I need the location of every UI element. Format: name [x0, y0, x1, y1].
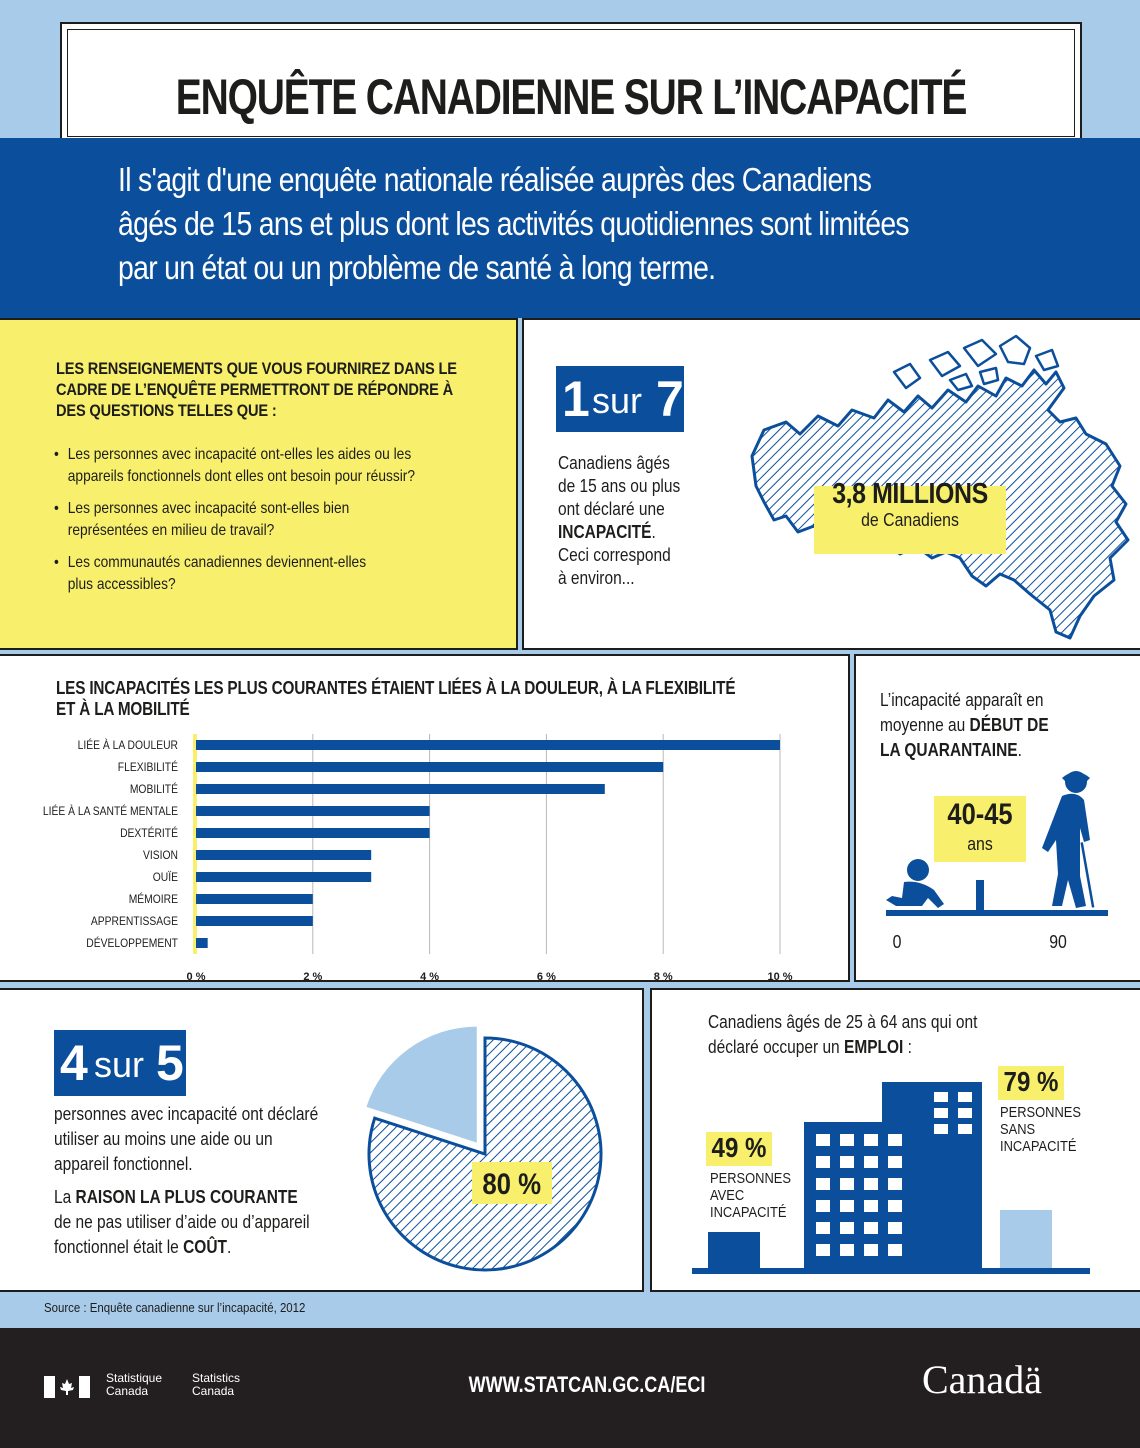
category-label: LIÉE À LA SANTÉ MENTALE: [42, 805, 178, 819]
window: [958, 1108, 972, 1118]
text-line: de 15 ans ou plus: [558, 476, 681, 496]
bar-chart-panel: [0, 654, 850, 982]
aids-panel: [0, 988, 644, 1292]
text-line: à environ...: [558, 568, 635, 588]
window: [840, 1200, 854, 1212]
question-line: appareils fonctionnels dont elles ont besoin pour réussir?: [67, 468, 416, 485]
ground-line: [692, 1268, 1090, 1274]
window: [958, 1092, 972, 1102]
window: [840, 1244, 854, 1256]
window: [816, 1134, 830, 1146]
category-label: LIÉE À LA DOULEUR: [77, 739, 178, 753]
text-line: Ceci correspond: [558, 545, 671, 565]
text-line: de ne pas utiliser d’aide ou d’appareil: [54, 1212, 310, 1232]
caption-line: INCAPACITÉ: [1000, 1138, 1077, 1155]
tick-label: 6 %: [536, 971, 556, 983]
chart-title-line: ET À LA MOBILITÉ: [56, 699, 190, 719]
intro-line-1: Il s'agit d'une enquête nationale réalisée auprès des Canadiens: [118, 161, 872, 198]
intro-line-2: âgés de 15 ans et plus dont les activités quotidiennes sont limitées: [118, 205, 909, 242]
bold-word: LA QUARANTAINE: [880, 740, 1018, 760]
intro-text: [118, 158, 961, 290]
category-label: OUÏE: [152, 871, 178, 885]
tick-label: 10 %: [767, 971, 793, 983]
title-box: [60, 22, 1082, 144]
window: [816, 1244, 830, 1256]
bar: [196, 916, 313, 926]
text-line: appareil fonctionnel.: [54, 1154, 193, 1174]
ratio-number: 4: [60, 1035, 88, 1091]
onset-text: [880, 688, 1049, 763]
text-line: fonctionnel était le: [54, 1237, 179, 1257]
website-link[interactable]: WWW.STATCAN.GC.CA/ECI: [468, 1372, 706, 1397]
text-line: personnes avec incapacité ont déclaré: [54, 1104, 319, 1124]
scale-max: 90: [1049, 932, 1067, 952]
window: [864, 1156, 878, 1168]
baby-icon: [886, 859, 944, 908]
prevalence-text: [558, 452, 680, 590]
ratio-number: 7: [656, 371, 684, 427]
window: [934, 1124, 948, 1134]
window: [816, 1200, 830, 1212]
tick-label: 8 %: [653, 971, 673, 983]
aids-text: [54, 1102, 318, 1260]
question-item: [54, 498, 501, 542]
bold-word: RAISON LA PLUS COURANTE: [75, 1187, 298, 1207]
building-icon: [792, 1082, 992, 1268]
bar: [196, 784, 605, 794]
category-label: APPRENTISSAGE: [90, 915, 178, 929]
window: [840, 1178, 854, 1190]
bar: [196, 872, 371, 882]
without-value-highlight: [998, 1066, 1064, 1100]
text-line: moyenne au: [880, 715, 966, 735]
window: [864, 1178, 878, 1190]
bar: [196, 828, 430, 838]
intro-banner: [0, 138, 1140, 318]
category-label: FLEXIBILITÉ: [117, 761, 178, 775]
window: [958, 1124, 972, 1134]
age-range: 40-45: [947, 798, 1013, 831]
bar: [196, 938, 208, 948]
text-line: La: [54, 1187, 72, 1207]
category-label: DÉVELOPPEMENT: [86, 937, 178, 951]
org-name-fr: [106, 1372, 162, 1398]
window: [864, 1222, 878, 1234]
text-punct: .: [1017, 740, 1022, 760]
tick-label: 2 %: [303, 971, 323, 983]
category-label: MÉMOIRE: [128, 893, 178, 907]
bar: [196, 740, 780, 750]
bold-word: COÛT: [183, 1237, 227, 1257]
questions-heading-line: CADRE DE L’ENQUÊTE PERMETTRONT DE RÉPONDRE À: [56, 380, 453, 399]
category-label: VISION: [143, 849, 178, 863]
caption-line: SANS: [1000, 1121, 1036, 1138]
window: [888, 1200, 902, 1212]
with-value: 49 %: [711, 1132, 767, 1163]
text-punct: .: [651, 522, 656, 542]
question-item: [54, 552, 501, 596]
category-label: MOBILITÉ: [129, 783, 178, 797]
chart-title: [56, 678, 821, 720]
category-label: DEXTÉRITÉ: [120, 827, 178, 841]
question-line: • Les communautés canadiennes deviennent-elles: [67, 554, 367, 571]
text-line: L’incapacité apparaît en: [880, 690, 1044, 710]
scale-min: 0: [892, 932, 902, 952]
question-line: • Les personnes avec incapacité sont-elles bien: [67, 500, 350, 517]
window: [816, 1156, 830, 1168]
bar-with-disability: [708, 1232, 760, 1268]
bar: [196, 762, 663, 772]
without-value: 79 %: [1003, 1066, 1059, 1097]
employment-panel: [650, 988, 1140, 1292]
window: [816, 1178, 830, 1190]
questions-list: [54, 434, 501, 596]
window: [934, 1108, 948, 1118]
question-line: • Les personnes avec incapacité ont-elles les aides ou les: [67, 446, 412, 463]
window: [864, 1244, 878, 1256]
age-unit: ans: [967, 834, 993, 854]
bar-without-disability: [1000, 1210, 1052, 1268]
text-line: déclaré occuper un: [708, 1037, 840, 1057]
employment-text: [708, 1010, 977, 1060]
window: [840, 1134, 854, 1146]
caption-line: PERSONNES: [1000, 1104, 1082, 1121]
bar: [196, 850, 371, 860]
window: [934, 1092, 948, 1102]
window: [816, 1222, 830, 1234]
ratio-4-sur-5: [54, 1030, 186, 1096]
bold-word: DÉBUT DE: [969, 715, 1049, 735]
with-caption: [710, 1170, 791, 1221]
bar-chart: [0, 726, 846, 983]
chart-title-line: LES INCAPACITÉS LES PLUS COURANTES ÉTAIENT LIÉES À LA DOULEUR, À LA FLEXIBILITÉ: [56, 678, 736, 698]
canada-flag-icon: [44, 1376, 90, 1398]
questions-heading: [56, 358, 457, 421]
window: [864, 1200, 878, 1212]
map-value: 3,8 MILLIONS: [832, 478, 988, 510]
text-punct: .: [226, 1237, 232, 1257]
map-caption: de Canadiens: [861, 510, 959, 530]
bold-word: INCAPACITÉ: [558, 522, 652, 542]
window: [888, 1222, 902, 1234]
without-caption: [1000, 1104, 1081, 1155]
bar: [196, 894, 313, 904]
caption-line: PERSONNES: [710, 1170, 792, 1187]
org-line: Canada: [192, 1384, 235, 1398]
ratio-word: sur: [94, 1044, 145, 1085]
source-note: Source : Enquête canadienne sur l’incapacité, 2012: [44, 1300, 306, 1315]
window: [888, 1134, 902, 1146]
ratio-number: 5: [156, 1035, 184, 1091]
tick-label: 4 %: [420, 971, 440, 983]
window: [888, 1244, 902, 1256]
org-line: Canada: [106, 1384, 149, 1398]
with-value-highlight: [706, 1132, 772, 1166]
window: [840, 1156, 854, 1168]
caption-line: AVEC: [710, 1187, 745, 1204]
question-item: [54, 444, 501, 488]
onset-panel: [854, 654, 1140, 982]
question-line: plus accessibles?: [67, 576, 176, 593]
ratio-1-sur-7: [556, 366, 684, 432]
pie-label: 80 %: [482, 1167, 542, 1201]
text-line: ont déclaré une: [558, 499, 665, 519]
intro-line-3: par un état ou un problème de santé à long terme.: [118, 249, 716, 286]
caption-line: INCAPACITÉ: [710, 1204, 787, 1221]
ratio-word: sur: [592, 380, 643, 421]
org-line: Statistique: [106, 1371, 163, 1385]
text-line: Canadiens âgés: [558, 453, 670, 473]
question-line: représentées en milieu de travail?: [67, 522, 275, 539]
window: [888, 1156, 902, 1168]
bar: [196, 806, 430, 816]
age-seesaw-icon: [872, 756, 1132, 936]
org-name-en: [192, 1372, 240, 1398]
tick-label: 0 %: [186, 971, 206, 983]
questions-heading-line: LES RENSEIGNEMENTS QUE VOUS FOURNIREZ DANS LE: [56, 359, 457, 378]
org-line: Statistics: [192, 1371, 241, 1385]
text-line: Canadiens âgés de 25 à 64 ans qui ont: [708, 1012, 978, 1032]
canada-wordmark: Canadä: [922, 1357, 1042, 1402]
text-punct: :: [903, 1037, 912, 1057]
ratio-number: 1: [562, 371, 590, 427]
bold-word: EMPLOI: [843, 1037, 904, 1057]
window: [888, 1178, 902, 1190]
window: [864, 1134, 878, 1146]
window: [840, 1222, 854, 1234]
questions-heading-line: DES QUESTIONS TELLES QUE :: [56, 401, 277, 420]
footer: [0, 1328, 1140, 1448]
prevalence-panel: [522, 318, 1140, 650]
text-line: utiliser au moins une aide ou un: [54, 1129, 273, 1149]
questions-panel: [0, 318, 518, 650]
page-title: ENQUÊTE CANADIENNE SUR L’INCAPACITÉ: [175, 69, 967, 125]
elder-icon: [1042, 771, 1094, 908]
aids-pie-chart: [360, 1014, 630, 1284]
